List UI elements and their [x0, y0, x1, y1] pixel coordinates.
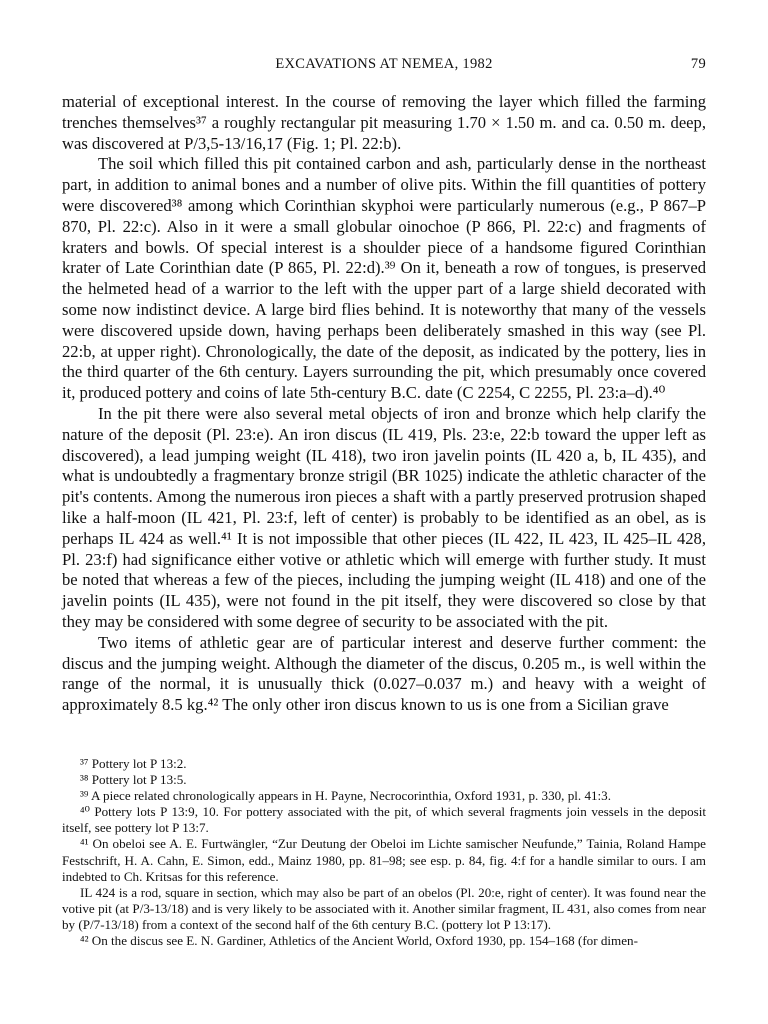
- running-header: [62, 56, 706, 78]
- paragraph: Two items of athletic gear are of particular interest and deserve further comment: the discus and the jumping weight. Although the diameter of the discus, 0.205 m., is well within the range of the normal, it is unusually thick (0.027–0.037 m.) and heavy with a weight of approximately 8.5 kg.⁴² The only other iron discus known to us is one from a Sicilian grave: [62, 632, 706, 715]
- footnote: ³⁷ Pottery lot P 13:2.: [80, 756, 187, 771]
- footnotes: [62, 756, 706, 949]
- footnote: ³⁸ Pottery lot P 13:5.: [80, 772, 187, 788]
- footnote: ⁴² On the discus see E. N. Gardiner, Athletics of the Ancient World, Oxford 1930, pp. 154–168 (for dimen-: [80, 933, 638, 949]
- footnote: ⁴¹ On obeloi see A. E. Furtwängler, “Zur Deutung der Obeloi im Lichte samischer Neufunde,” Tainia, Roland Hampe Festschrift, H. A. Cahn, E. Simon, edd., Mainz 1980, pp. 81–98; see esp. p. 84, fig. 4:f for a handle similar to ours. I am indebted to Ch. Kritsas for this reference.: [62, 836, 706, 884]
- paragraph: The soil which filled this pit contained carbon and ash, particularly dense in the northeast part, in addition to animal bones and a number of olive pits. Within the fill quantities of pottery were discovered³⁸ among which Corinthian skyphoi were particularly numerous (e.g., P 867–P 870, Pl. 22:c). Also in it were a small globular oinochoe (P 866, Pl. 22:c) and fragments of kraters and bowls. Of special interest is a shoulder piece of a handsome figured Corinthian krater of Late Corinthian date (P 865, Pl. 22:d).³⁹ On it, beneath a row of tongues, is preserved the helmeted head of a warrior to the left with the upper part of a large shield decorated with some now indistinct device. A large bird flies behind. It is noteworthy that many of the vessels were discovered upside down, having perhaps been deliberately smashed in this way (see Pl. 22:b, at upper right). Chronologically, the date of the deposit, as indicated by the pottery, lies in the third quarter of the 6th century. Layers surrounding the pit, which presumably once covered it, produced pottery and coins of late 5th-century B.C. date (C 2254, C 2255, Pl. 23:a–d).⁴⁰: [62, 154, 706, 403]
- running-title: EXCAVATIONS AT NEMEA, 1982: [275, 56, 493, 72]
- footnote-continuation: IL 424 is a rod, square in section, which may also be part of an obelos (Pl. 20:e, right of center). It was found near the votive pit (at P/3-13/18) and is very likely to be associated with it. Another similar fragment, IL 431, also comes from near by (P/7-13/18) from a context of the second half of the 6th century B.C. (pottery lot P 13:17).: [62, 884, 706, 932]
- page-number: 79: [690, 56, 706, 72]
- footnote: ³⁹ A piece related chronologically appears in H. Payne, Necrocorinthia, Oxford 1931, p. 330, pl. 41:3.: [80, 788, 612, 804]
- paragraph: material of exceptional interest. In the course of removing the layer which filled the farming trenches themselves³⁷ a roughly rectangular pit measuring 1.70 × 1.50 m. and ca. 0.50 m. deep, was discovered at P/3,5-13/16,17 (Fig. 1; Pl. 22:b).: [62, 92, 706, 153]
- footnote: ⁴⁰ Pottery lots P 13:9, 10. For pottery associated with the pit, of which several fragments join vessels in the deposit itself, see pottery lot P 13:7.: [62, 804, 706, 836]
- paragraph: In the pit there were also several metal objects of iron and bronze which help clarify the nature of the deposit (Pl. 23:e). An iron discus (IL 419, Pls. 23:e, 22:b toward the upper left as discovered), a lead jumping weight (IL 418), two iron javelin points (IL 420 a, b, IL 435), and what is undoubtedly a fragmentary bronze strigil (BR 1025) indicate the athletic character of the pit's contents. Among the numerous iron pieces a shaft with a partly preserved protrusion shaped like a half-moon (IL 421, Pl. 23:f, left of center) is probably to be identified as an obel, as is perhaps IL 424 as well.⁴¹ It is not impossible that other pieces (IL 422, IL 423, IL 425–IL 428, Pl. 23:f) had significance either votive or athletic which will emerge with further study. It must be noted that whereas a few of the pieces, including the jumping weight (IL 418) and one of the javelin points (IL 435), were not found in the pit itself, they were discovered so close by that they may be considered with some degree of security to be associated with the pit.: [62, 403, 706, 631]
- main-text: [62, 92, 706, 716]
